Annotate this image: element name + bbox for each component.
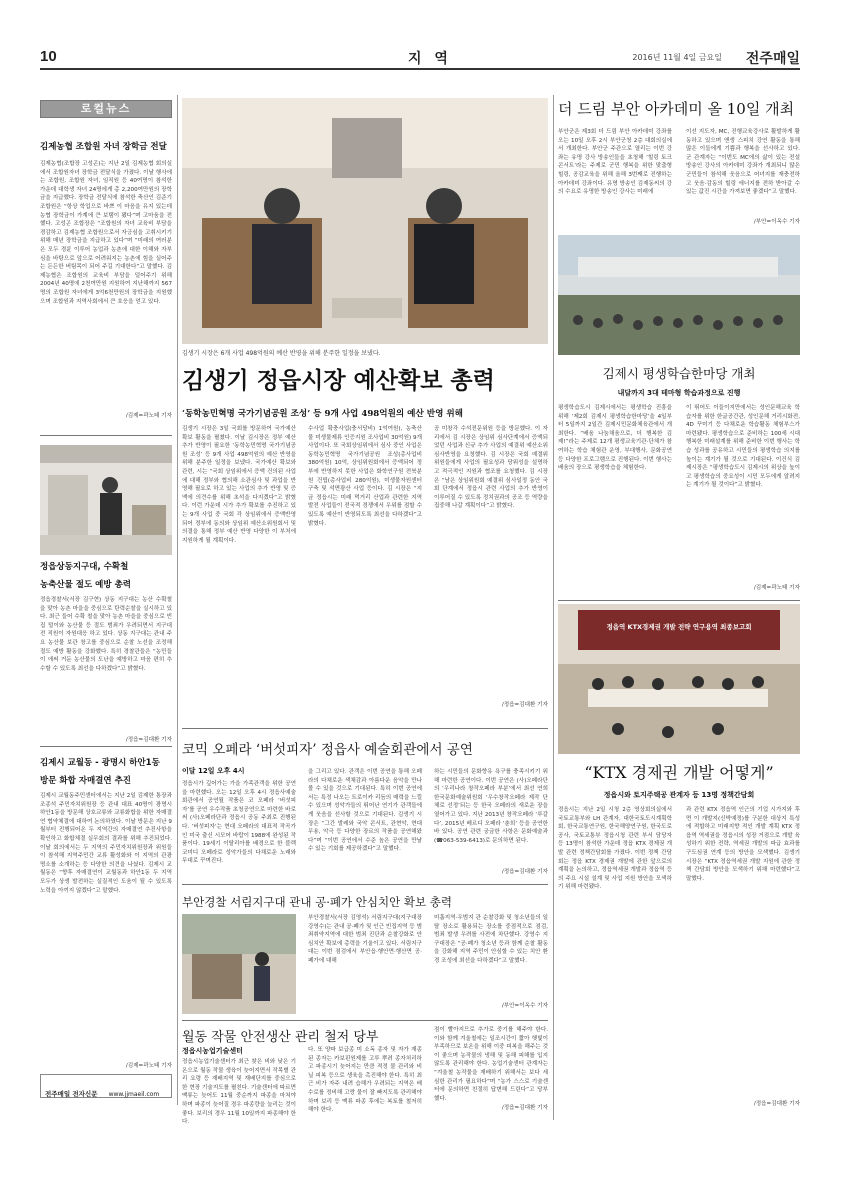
e-newspaper-box xyxy=(40,1074,172,1098)
crop-byline: /정읍=김대환 기자 xyxy=(501,1105,548,1111)
ktx-col-2: 과 관련 KTX 정읍역 인근의 기업 시가지와 후면 이 개발지(신박예정)를 구분한 대상지 특성에 적합하고 미래지향 적인 개발 계획 KTX 정읍역 역세권을 정읍시의 성장 거점으로 개발 육성하기 위한 전략, 역세권 개발의 파급 효과를 구도심권 연계 등의 방안을 모색했다. 김생기 시장은 “KTX 정읍역세권 개발 지원에 관한 정책 간담회 방안을 모색하기 위해 마련했다”고 말했다. xyxy=(686,807,800,882)
issue-date: 2016년 11월 4일 금요일 xyxy=(632,53,722,62)
main-col-3: 공 미창각 수석전문위원 등을 방문했다. 이 자리에서 김 시장은 상임위 심사단계에서 증액되었던 사업과 신규 추가 사업의 예결위 예산소위 심사반영을 요청했다. 김 시장은 국회 예결위 위원들에게 사업의 필요성과 당위성을 설명하고 적극적인 지원과 협조를 요청했다. 김 시장은 “남은 상임위원회 예결위 심사일정 동안 국회 단계에서 정읍시 관련 사업의 추가 반영이 이루어질 수 있도록 정치권과의 공조 등 역량을 집중해 나갈 계획이다”고 밝혔다. xyxy=(434,426,548,510)
main-col-2: 수사업 확충사업(충서당비) 1억여원), 농축산물 미생물제류 인증지원 조사업비 30억원) 9개 사업이다. 또 국회상임위에서 심사 중인 사업은 동학농민혁명 국가기념공원 조성(총사업비 380억원) 10억, 상임위원회에서 증액되어 정부에 반영하지 못한 사업은 화학연구원 전북분원 건립(총사업비 280억원), 미생물자원센터 구축 및 석면광산 사업 등이다. 김 시장은 “지금 정읍시는 미래 먹거리 산업과 관련한 지역 발전 사업들이 전국적 경쟁에서 우위를 점할 수 있도록 예산이 반영되도록 최선을 다하겠다”고 밝혔다. xyxy=(308,426,422,527)
opera-col-3: 하는 시민들의 문화향유 욕구를 충족시키기 위해 마련한 공연이다. 이번 공연은 (사)오페라단의 ‘우리나라 창작오페라 부분’에서 최선 연희 한국문화예술위원회 ‘우수창작오페라 제작 단체로 선정’되는 등 한국 오페라의 새로운 장을 열어가고 있다. 지난 2013년 창작오페라 ‘루갈다’, 2015년 베르디 오페라 ‘춘희’ 등을 공연한 바 있다. 공연 관련 궁금한 사항은 문화예술과(☎063-539-6413)로 문의하면 된다. xyxy=(434,769,548,844)
story-police-theft xyxy=(40,560,172,743)
main-divider xyxy=(182,728,548,729)
academy-col-2-wrap xyxy=(686,128,800,228)
opera-divider xyxy=(182,884,548,885)
left-divider-2 xyxy=(40,746,172,747)
main-headline: 김생기 정읍시장 예산확보 총력 xyxy=(182,367,495,394)
ktx-banner-text: 정읍역 KTX경제권 개발 전략 연구용역 최종보고회 xyxy=(606,623,752,631)
left-divider-1 xyxy=(40,435,172,436)
police-market-image xyxy=(40,445,172,555)
police-theft-byline: /정읍=김대환 기자 xyxy=(125,737,172,743)
police-col-1: 부안경찰서(서장 김영석) 서림지구대(지구대장 강영수)는 관내 공·폐가 및 인근 빈집지역 등 범죄취약지역에 대한 범죄 진단과 순찰강화로 안심치안 확보에 총력을 기울이고 있다. 서림지구대는 이번 점검에서 부안읍·행안면·행산면 공·폐가에 대해 xyxy=(308,915,422,964)
e-newspaper-url[interactable]: www.jjmaeil.com xyxy=(108,1091,160,1098)
opera-byline: /정읍=김대환 기자 xyxy=(501,869,548,875)
academy-headline: 더 드림 부안 아카데미 올 10일 개최 xyxy=(558,100,795,118)
police-col-2: 미흡지역·우범지 관 순찰강화 및 청소년들의 일탈 장소로 활용되는 장소를 중점적으로 점검, 범죄 발생 우려를 사전에 차단했다. 강영수 지구대장은 “공·폐가 청소년 등과 함께 순찰 활동을 강화해 지역 주민이 안심할 수 있는 치안 환경 조성에 최선을 다하겠다”고 말했다. xyxy=(434,915,548,964)
main-col-1: 김생기 시장은 3일 국회를 방문하여 국가예산 확보 활동을 펼쳤다. 이날 김시장은 정부 예산 추가 반영이 필요한 ‘동학농민혁명 국가기념공원 조성’ 등 9개 사업 498억원의 예산 반영을 위해 분주한 일정을 보냈다. 국가예산 확보와 관련, 시는 “국회 상임위에서 증액 건의된 사업에 대해 정부와 협의해 소관심사 및 과업을 반영해 필요로 하고 있는 사업의 추가 반영 및 증액에 의견수를 위해 초석을 다지겠다”고 밝혔다. 이런 가운데 시가 추가 확보를 추진하고 있는 9개 사업 중 국회 각 상임위에서 증액반영 되어 정부에 동의와 상임위 예산소위원회서 및 의결을 통해 정부 예산 반영 다양한 이 부처에 지원하게 될 계획이다. xyxy=(182,426,296,544)
crop-subheadline: 정읍시농업기술센터 xyxy=(182,1047,243,1055)
crop-col-3-wrap xyxy=(434,1026,548,1116)
logo-text: 로컬뉴스 xyxy=(80,102,132,115)
page-header xyxy=(40,44,800,70)
vertical-divider-right xyxy=(553,95,554,1120)
police-theft-headline: 정읍상동지구대, 수확철 xyxy=(40,562,129,572)
opera-dateline: 이달 12일 오후 4시 xyxy=(182,767,245,775)
crop-col-3: 점이 빨아지므로 추가로 중기를 해주야 한다. 이와 함께 겨울철에는 일조시간이 짧아 햇빛이 부족하므로 보온을 위해 이중 피복을 해주는 것이 좋으며 농작물의 냉해 및 동해 피해를 입지 않도록 관리해야 한다. 농업기술센터 관계자는 “겨울철 농작물을 재배하기 위해서는 보다 세심한 관리가 필요하다”며 “농가 스스로 기술센터에 문의하면 친절히 답변해 드린다”고 당부했다. xyxy=(434,1027,548,1102)
police-divider xyxy=(182,1020,548,1021)
opera-col-3-wrap xyxy=(434,768,548,880)
learning-subheadline: 내달까지 3대 테마형 학습과정으로 진행 xyxy=(617,389,741,397)
opera-col-2: 을 그리고 있다. 관객은 이번 공연을 통해 오페라의 다채로운 색채감과 아름다운 음악을 만나볼 수 있을 것으로 기대된다. 특히 이번 공연에서는 특정 나오는 트로이카 리듬의 매력을 느낄 수 있으며 성악가들의 뛰어난 연기가 관객들에게 웃음을 선사할 것으로 기대된다. 김생기 시장은 “그간 발레와 국악 콘서트, 관현악, 현대무용, 악극 등 다양한 장르의 작품을 공연해왔다”며 “이번 공연에서 수준 높은 공연을 만날 수 있는 기회를 제공하겠다”고 말했다. xyxy=(308,769,422,853)
learning-col-1: 평생학습도시 김제시에서는 평생학습 진흥을 위해 ‘제2회 김제시 평생학습한마당’을 4일부터 5일까지 2일간 김제시민문화체육관에서 개최한다. “배움 나눔채움으로, 더 행복한 김제!”라는 주제로 12개 평생교육기관·단체가 참여하는 학습 체험관 운영, 부대행사, 문화공연 등 다양한 프로그램으로 진행된다. 이번 행사는 배움의 장으로 평생학습을 체험한다. xyxy=(558,405,672,472)
learning-col-2: 이 뛰어도 이들이지만에서는 성인문해교육 학습자를 위한 한글공간관, 성인문해 거리시화전, 4D 꾸미기 등 다채로운 학습활동 체험부스가 마련됐다. 평생학습으로 준비하는 100세 시대 행복한 미래설계를 위해 준비한 이번 행사는 학습 성과를 공유하고 시민들의 평생학습 의지를 높이는 계기가 될 것으로 기대된다. 이건식 김제시장은 “평생학습도시 김제시의 위상을 높이고 평생학습의 중요성이 시민 모두에게 알려지는 계기가 될 것이다”고 밝혔다. xyxy=(686,405,800,489)
opera-headline: 코믹 오페라 ‘버섯피자’ 정읍사 예술회관에서 공연 xyxy=(182,742,473,758)
learning-headline: 김제시 평생학습한마당 개최 xyxy=(602,366,756,381)
crop-col-1: 정읍시농업기술센터가 최근 찾은 비와 낮은 기온으로 월동 작물 생육이 늦어지면서 작목별 관리 요령 등 재배지역 및 재배단지를 중심으로 한 현장 기술지도를 펼친다. 기술센터에 따르면 맥류는 늦어도 11월 중순까지 파종을 마쳐야 하며 파종이 늦어질 경우 파종량을 늘리는 것이 좋다. 보리의 경우 11월 10일까지 파종해야 한다. xyxy=(182,1059,296,1126)
main-col-3-wrap xyxy=(434,425,548,715)
police-photo xyxy=(182,914,296,1014)
page-number: 10 xyxy=(40,48,57,65)
police-theft-subheadline: 농축산물 절도 예방 총력 xyxy=(40,580,131,590)
main-photo-caption: 김생기 시장은 6개 사업 498억원의 예산 반영을 위해 분주한 일정을 보냈다. xyxy=(182,350,381,357)
academy-col-2: 이선 지도자, MC, 진행교육강사로 활발하게 활동하고 있으며 앤생 스피치 강연 활동을 통해 많은 이들에게 기쁨과 행복을 선사하고 있다. 군 관계자는 “이번도 MC에의 삶이 있는 전설 방송인 강사의 아카데미 강좌가 개최되니 많은 군민들이 참석해 웃음으로 어녀지를 재충전하고 웃음·감동의 힐링 에너지를 전하 받아갈 수 있는 값진 시간을 가져보면 좋겠다”고 말했다. xyxy=(686,129,800,196)
main-byline: /정읍=김대환 기자 xyxy=(501,702,548,708)
sister-city-headline: 김제시 교월동 - 광명시 하안1동 xyxy=(40,758,160,768)
scholarship-byline: /김제=곽노태 기자 xyxy=(125,413,172,419)
festival-event-image xyxy=(558,235,800,355)
meeting-photo-image xyxy=(182,98,548,344)
police-patrol-image xyxy=(182,914,296,1014)
academy-col-1: 부안군은 제3회 더 드림 부안 아카데미 강좌를 오는 10일 오후 2시 부안군청 2층 대회의실에서 개최한다. 부안군 주관으로 열리는 이번 강좌는 유명 강사 방송인들을 초청해 ‘힐링 토크 콘서트’라는 주제로 군민 행복을 위한 맞춤형 힐링, 공감교육을 위해 올해 3번째로 진행하는 아카데미 강좌이다. 유명 방송인 김제동씨의 강의 수요로 유명한 방송인 강사는 미래에 xyxy=(558,129,672,196)
scholarship-body: 김제농협(조합장 고성곤)는 지난 2일 김제농협 회의실에서 조합원자녀 장학금 전달식을 가졌다. 이날 행사에는 조합원, 조합원 자녀, 임직원 등 40여명이 참석한 가운데 대학생 자녀 24명에게 총 2,200여만원의 장학금을 지급했다. 장학금 전달식에 참석한 축산인 김준기 조합원은 “항상 학업으로 바쁘 이 마음을 유지 있는데 농협 장학금이 가계에 큰 보탬이 됐다”며 고마움을 전했다. 고성곤 조합장은 “조합원의 자녀 교육비 부담을 경감하고 김제농협 조합원으로서 자긍심을 고취시키기 위해 매년 장학금을 지급하고 있다”며 “미래의 여러분은 모두 경륜 이루어 농업과 농촌에 대한 이해와 자부심을 바탕으로 앞으로 어려워지는 농촌에 힘을 실어주는 든든한 버팀목이 되어 주길 기대한다”고 말했다. 김제농협은 조합원의 교육비 부담을 덜어주기 위해 2004년 40명에 2천여만원 지원하여 지난해까지 567명의 조합원 자녀에게 3억6천만원의 장학금을 지원했으며 조합원과 지역사회에서 큰 호응을 얻고 있다. xyxy=(40,161,172,305)
opera-col-1: 정읍시가 깊어가는 가을 가족관객을 위한 공연을 마련했다. 오는 12일 오후 4시 정읍사예술회관에서 공연될 작품은 코 오페라 ‘버섯피자’를 공연 우수작품 초청공연으로 마련한 바로써 (사)오페라단과 정읍시 공동 주최로 진행된다. ‘버섯피자’는 현대 오페라의 대표적 작곡가인 미국 출신 시모어 바랍이 1988에 완성된 작품이다. 19세기 이탈리아를 배경으로 한 블랙 코미디 오페라로 성악가들의 다채로운 노래와 무대로 꾸며진다. xyxy=(182,781,296,865)
learning-col-2-wrap xyxy=(686,404,800,596)
ktx-col-2-wrap xyxy=(686,806,800,1111)
police-col-2-wrap xyxy=(434,914,548,1014)
police-headline: 부안경찰 서림지구대 관내 공·폐가 안심치안 확보 총력 xyxy=(182,895,452,909)
ktx-byline: /정읍=김대환 기자 xyxy=(753,1101,800,1107)
ktx-photo xyxy=(558,604,800,754)
festival-photo xyxy=(558,235,800,355)
academy-byline: /부안=이옥수 기자 xyxy=(753,219,800,225)
sister-city-byline: /김제=곽노태 기자 xyxy=(125,1063,172,1069)
story-sister-city xyxy=(40,756,172,1069)
main-photo xyxy=(182,98,548,344)
police-theft-body: 정읍경찰서(서장 김구현) 상동 지구대는 농산 수확철을 맞아 농촌 마을을 중심으로 탄력순찰을 실시하고 있다. 최근 들어 수확 철을 맞아 농촌 마을을 중심으로 빈집 털이와 농산물 등 절도 범죄가 우려되면서 지구대 전 직원이 자원대응 하고 있다. 상동 지구대는 관내 주요 농산물 보관 창고를 중심으로 순찰 노선을 조정해 절도 예방 활동을 강화했다. 특히 경찰관들은 “농민들이 애써 거둔 농산물의 도난을 예방하고 마음 편히 추수할 수 있도록 최선을 다하겠다”고 밝혔다. xyxy=(40,597,172,672)
newspaper-brand: 전주매일 xyxy=(745,51,800,67)
police-byline: /부안=이옥수 기자 xyxy=(501,1003,548,1009)
scholarship-headline: 김제농협 조합원 자녀 장학금 전달 xyxy=(40,142,167,152)
vertical-divider-left xyxy=(177,95,178,1105)
story-scholarship xyxy=(40,140,172,430)
main-subheadline: ‘동학농민혁명 국가기념공원 조성’ 등 9개 사업 498억원의 예산 반영 위해 xyxy=(182,409,463,419)
crop-headline: 월동 작물 안전생산 관리 철저 당부 xyxy=(182,1030,379,1045)
learning-byline: /김제=곽노태 기자 xyxy=(753,585,800,591)
e-newspaper-name: 전주매일 전자신문 xyxy=(45,1090,98,1098)
crop-col-2: 다. 또 양파 보급종 미 소독 종자 및 자가 재종된 종자는 카보핀원제를 고루 뿌려 종자처리하고 파종시기 늦어지는 만큼 적정 물 관리와 비닐 피복 등으로 생육을 촉진해야 한다. 특히 최근 비가 자주 내려 습해가 우려되는 지역은 배수로를 정비해 고랑 물이 잘 빠지도록 관리해야 하며 보리 등 맥류 파종 후에는 복토를 철저히 해야 한다. xyxy=(308,1047,422,1114)
photo-police-market xyxy=(40,445,172,555)
ktx-subheadline: 정읍시와 토지주택공 관계자 등 13명 정책간담회 xyxy=(603,791,755,799)
local-news-logo xyxy=(40,100,172,118)
ktx-headline: “KTX 경제권 개발 어떻게” xyxy=(584,763,774,782)
ktx-col-1: 정읍시는 지난 2일 시청 2층 영상회의실에서 국토교통부와 LH 관계자, 대한국토도시계획학회, 한국교통연구원, 한국해양연구원, 한국도로공사, 국토교통부 정읍시청 관련 부서 담당자 등 13명이 참석한 가운데 정읍 KTX 경제권 개발 관련 정책간담회를 가졌다. 이번 정책 간담회는 정읍 KTX 경제권 개발에 관한 앞으로의 계획을 논의하고, 정읍역세권 개발과 정읍역 등의 주요 시설 설계 및 사업 지원 방안을 모색하기 위해 마련됐다. xyxy=(558,807,672,891)
right-divider xyxy=(558,600,800,601)
sister-city-subheadline: 방문 화합 자매결연 추진 xyxy=(40,776,131,786)
sister-city-body: 김제시 교월동주민센터에서는 지난 2일 김제한 통장과 조종석 주민자치위원장 등 관내 대표 40명이 광명시 하안1동을 방문해 상호교류와 교류화합을 위한 자매결연 협약체결에 대하여 논의하였다. 이날 방문은 지난 9월부터 진행되어온 두 지역간의 자매결연 추진사항을 확인하고 화합체결 실무회의 결과를 위해 추진되었다. 이날 회의에서는 두 지역의 주민자치위원장과 위원들이 참석해 지역주민간 교류 활성화와 이 지역의 관광 명소를 소개하는 등 다양한 의견을 나눴다. 김제시 교월동은 “향후 자매결연이 교월동과 하안1동 두 지역 모두가 상생 발전하는 실질적인 도움이 될 수 있도록 노력을 아끼지 않겠다”고 말했다. xyxy=(40,793,172,894)
section-title: 지 역 xyxy=(408,51,452,67)
